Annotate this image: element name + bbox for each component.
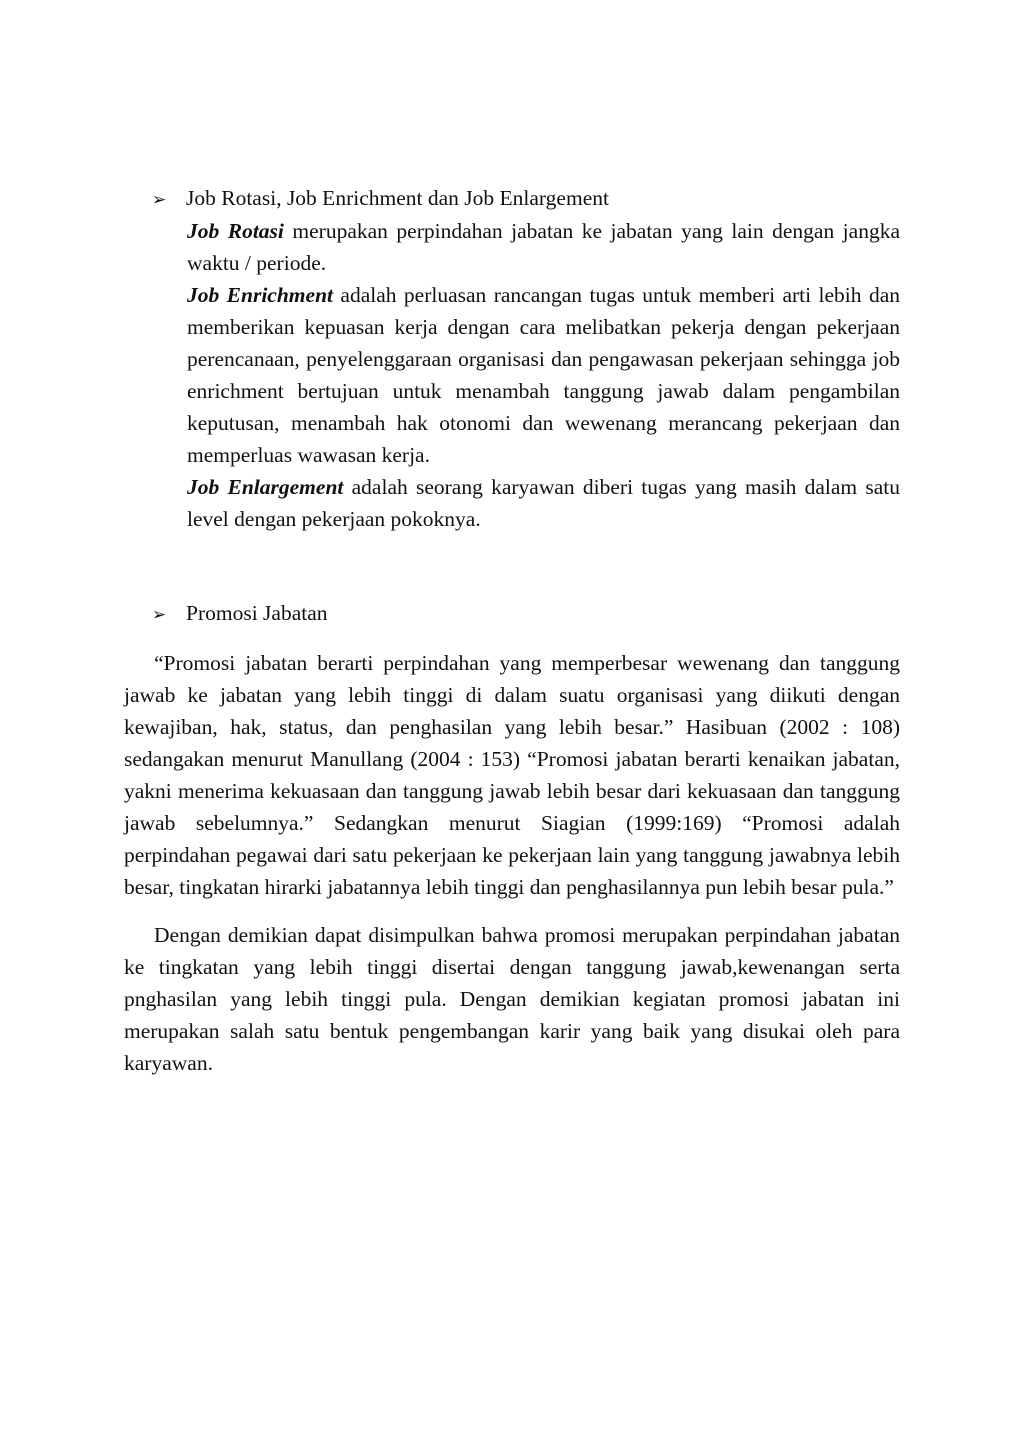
term-job-enlargement: Job Enlargement — [187, 475, 344, 499]
paragraph-definitions: “Promosi jabatan berarti perpindahan yang memperbesar wewenang dan tanggung jawab ke jabatan yang lebih tinggi di dalam suatu organisasi yang diikuti dengan kewajiban, hak, status, dan penghasilan yang lebih besar.” Hasibuan (2002 : 108) sedangakan menurut Manullang (2004 : 153) “Promosi jabatan berarti kenaikan jabatan, yakni menerima kekuasaan dan tanggung jawab lebih besar dari kekuasaan dan tanggung jawab sebelumnya.” Sedangkan menurut Siagian (1999:169) “Promosi adalah perpindahan pegawai dari satu pekerjaan ke pekerjaan lain yang tanggung jawabnya lebih besar, tingkatan hirarki jabatannya lebih tinggi dan penghasilannya pun lebih besar pula.” — [124, 651, 900, 899]
term-job-rotasi: Job Rotasi — [187, 219, 284, 243]
arrow-bullet-icon: ➢ — [152, 605, 167, 625]
section-heading-text: Job Rotasi, Job Enrichment dan Job Enlargement — [186, 186, 609, 210]
arrow-bullet-icon: ➢ — [152, 190, 167, 210]
definition-text: adalah seorang karyawan diberi tugas yang masih dalam satu level dengan pekerjaan pokoknya. — [187, 475, 901, 531]
term-job-enrichment: Job Enrichment — [187, 283, 333, 307]
definition-job-enrichment — [187, 279, 900, 471]
definition-text: merupakan perpindahan jabatan ke jabatan yang lain dengan jangka waktu / periode. — [187, 219, 900, 275]
promotion-body — [124, 647, 900, 1079]
paragraph-conclusion: Dengan demikian dapat disimpulkan bahwa promosi merupakan perpindahan jabatan ke tingkatan yang lebih tinggi disertai dengan tanggung jawab,kewenangan serta pnghasilan yang lebih tinggi pula. Dengan demikian kegiatan promosi jabatan ini merupakan salah satu bentuk pengembangan karir yang baik yang disukai oleh para karyawan. — [124, 923, 900, 1075]
definition-job-rotasi — [187, 215, 900, 279]
section-heading-text: Promosi Jabatan — [186, 601, 328, 625]
section-heading-promosi — [152, 601, 328, 627]
definitions-block — [187, 215, 900, 535]
section-heading-job-rotation — [152, 186, 609, 212]
definition-job-enlargement — [187, 471, 900, 535]
definition-text: adalah perluasan rancangan tugas untuk memberi arti lebih dan memberikan kepuasan kerja dengan cara melibatkan pekerja dengan pekerjaan perencanaan, penyelenggaraan organisasi dan pengawasan pekerjaan sehingga job enrichment bertujuan untuk menambah tanggung jawab dalam pengambilan keputusan, menambah hak otonomi dan wewenang merancang pekerjaan dan memperluas wawasan kerja. — [187, 283, 900, 467]
